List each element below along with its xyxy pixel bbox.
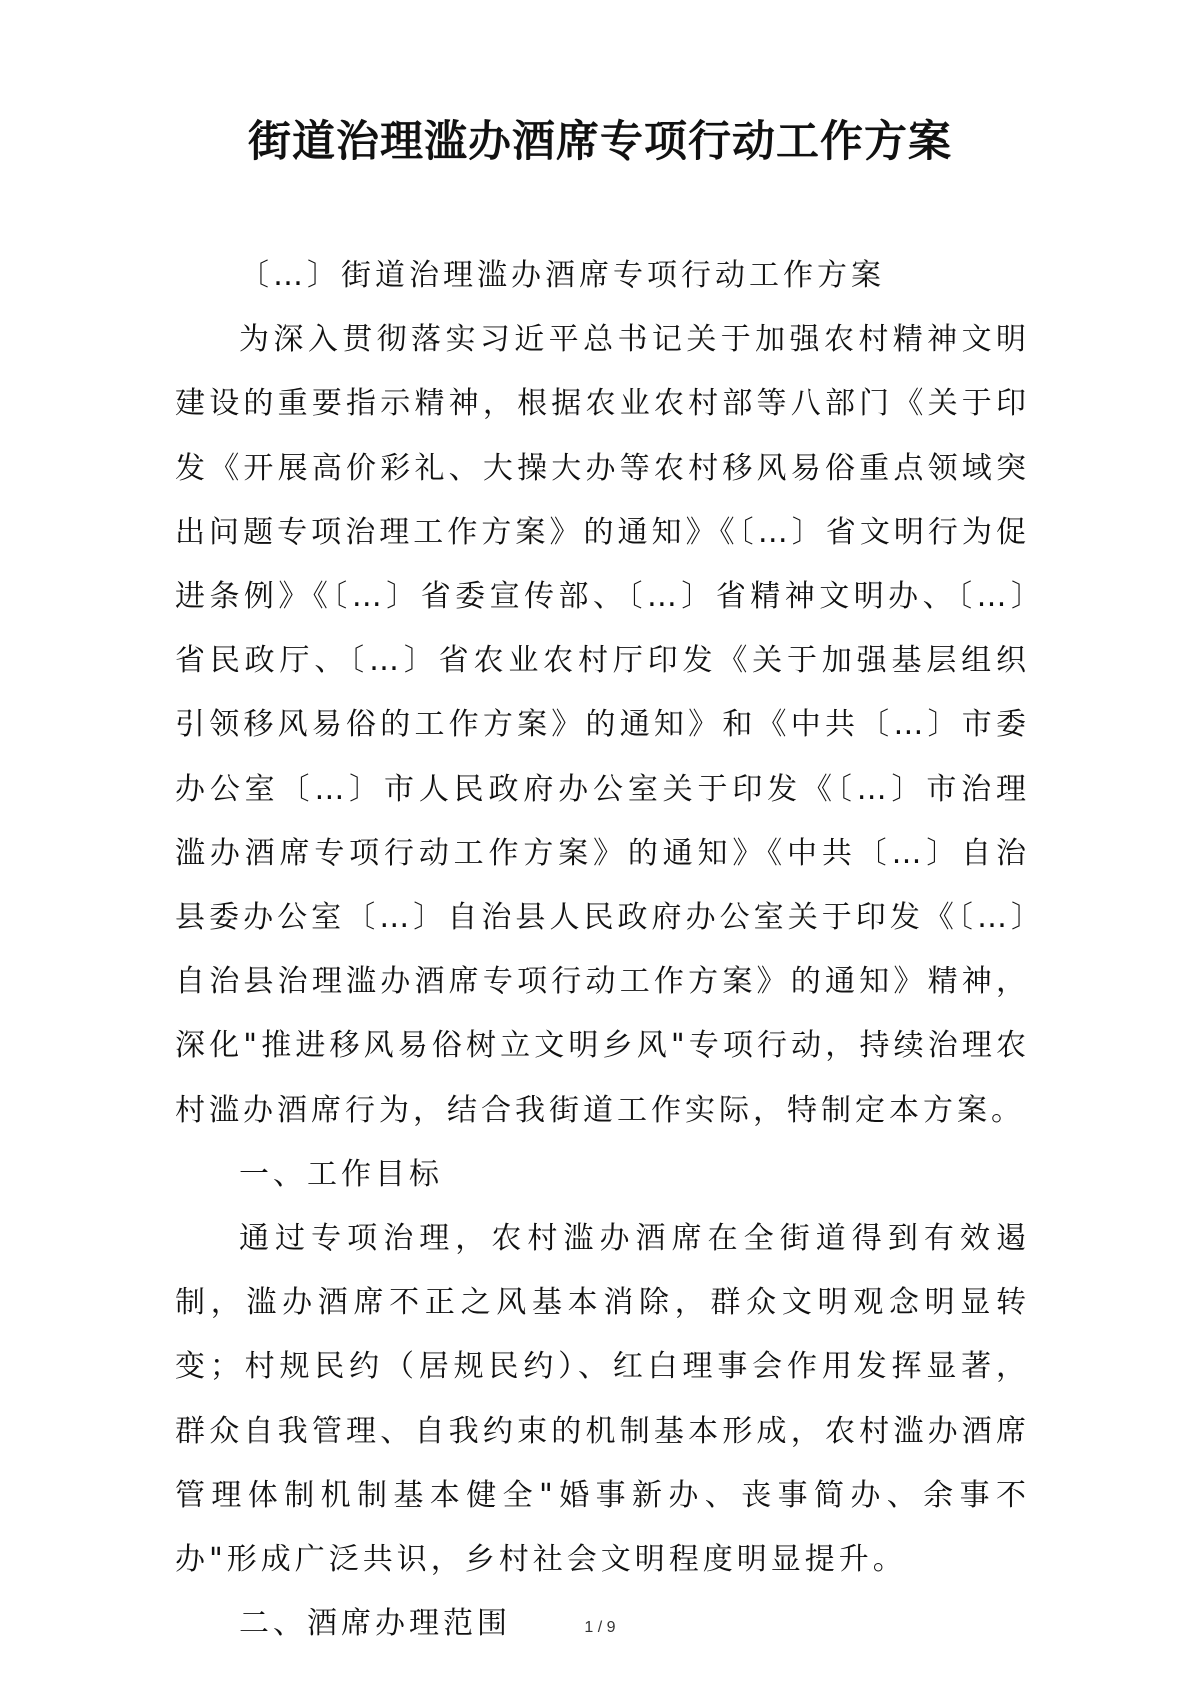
goals-paragraph: 通过专项治理，农村滥办酒席在全街道得到有效遏制，滥办酒席不正之风基本消除，群众文明观念明显转变；村规民约（居规民约）、红白理事会作用发挥显著，群众自我管理、自我约束的机制基本形成，农村滥办酒席管理体制机制基本健全"婚事新办、丧事简办、余事不办"形成广泛共识，乡村社会文明程度明显提升。	[175, 1221, 1030, 1578]
page-number: 1 / 9	[584, 1619, 616, 1636]
section-heading-scope: 二、酒席办理范围	[239, 1606, 511, 1642]
subtitle-paragraph: 〔…〕街道治理滥办酒席专项行动工作方案	[239, 258, 885, 293]
section-heading-goals: 一、工作目标	[239, 1156, 443, 1192]
document-body	[175, 244, 1030, 1656]
document-title: 街道治理滥办酒席专项行动工作方案	[248, 117, 952, 167]
intro-paragraph: 为深入贯彻落实习近平总书记关于加强农村精神文明建设的重要指示精神，根据农业农村部等八部门《关于印发《开展高价彩礼、大操大办等农村移风易俗重点领域突出问题专项治理工作方案》的通知》《〔…〕省文明行为促进条例》《〔…〕省委宣传部、〔…〕省精神文明办、〔…〕省民政厅、〔…〕省农业农村厅印发《关于加强基层组织引领移风易俗的工作方案》的通知》和《中共〔…〕市委办公室〔…〕市人民政府办公室关于印发《〔…〕市治理滥办酒席专项行动工作方案》的通知》《中共〔…〕自治县委办公室〔…〕自治县人民政府办公室关于印发《〔…〕自治县治理滥办酒席专项行动工作方案》的通知》精神，深化"推进移风易俗树立文明乡风"专项行动，持续治理农村滥办酒席行为，结合我街道工作实际，特制定本方案。	[175, 322, 1030, 1128]
